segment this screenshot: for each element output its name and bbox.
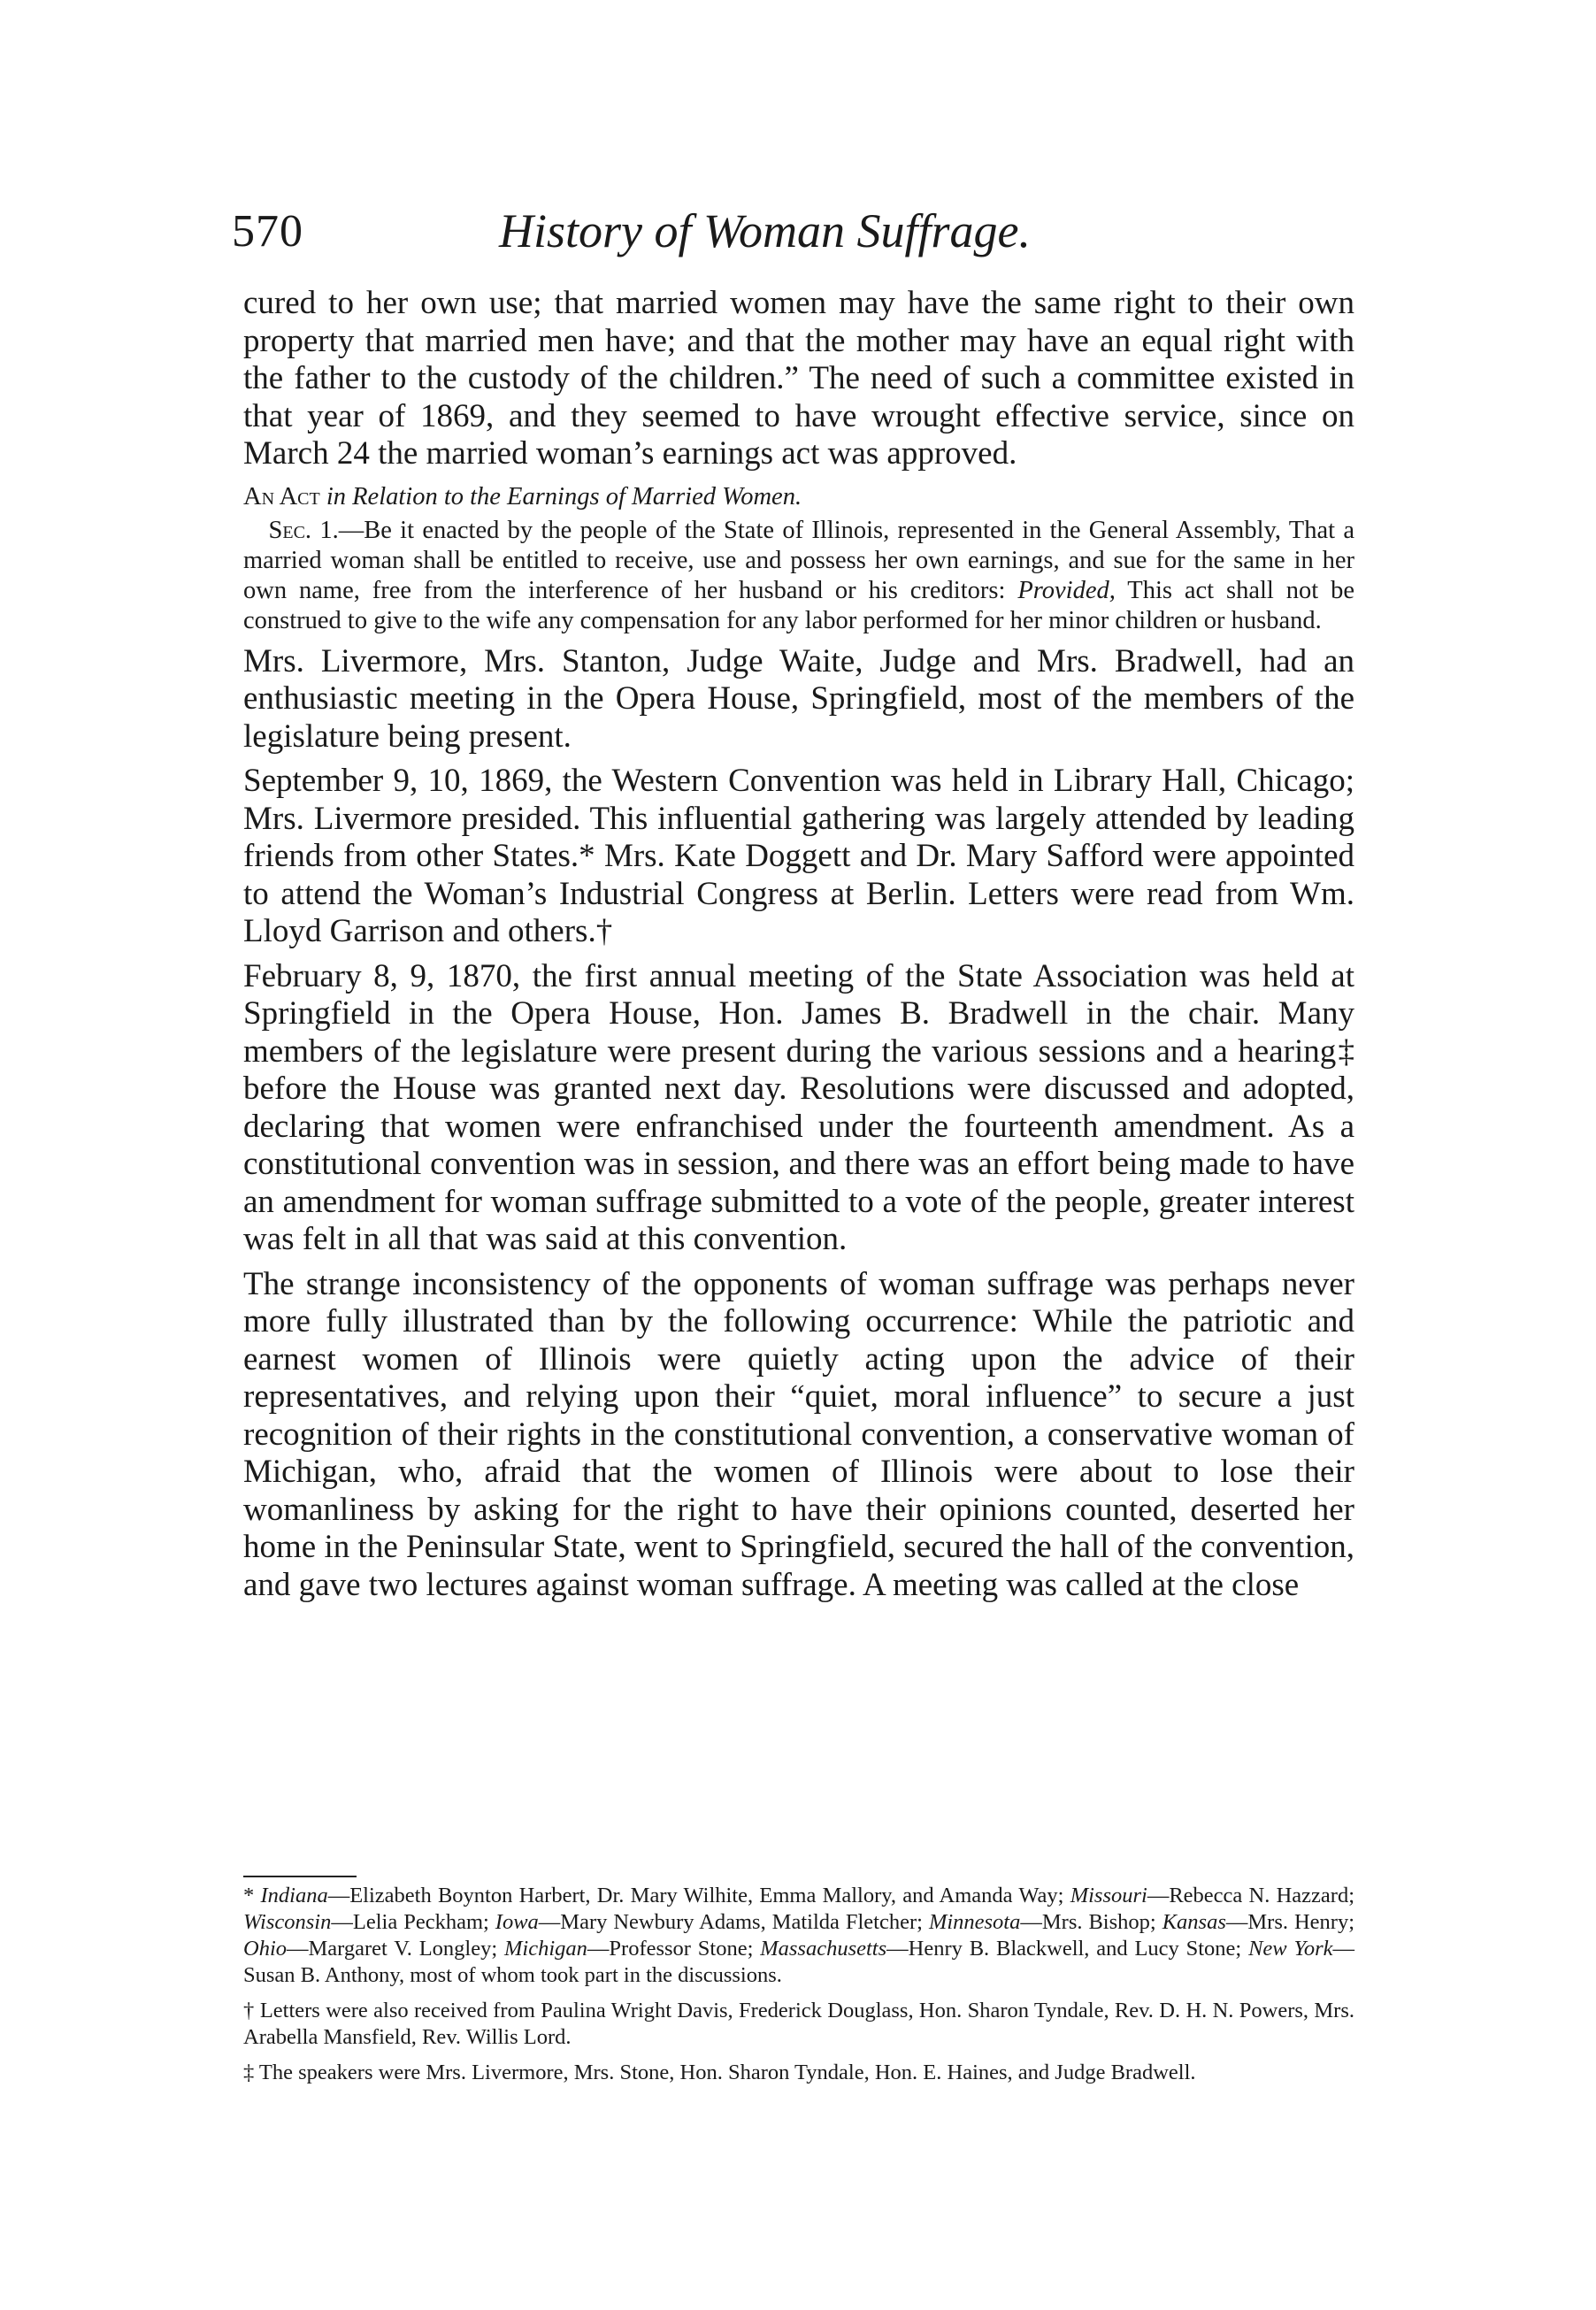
footnote-state-name: Wisconsin: [243, 1910, 332, 1934]
paragraph-continued: cured to her own use; that married women may have the same right to their own property that married men have; and that the mother may have an equal right with the father to the custody of the children.” The need of such a committee existed in that year of 1869, and they seemed to have wrought effective service, since on March 24 the married woman’s earnings act was approved.: [243, 285, 1354, 472]
footnote-mark: *: [243, 1884, 261, 1907]
footnote-state-name: New York: [1248, 1937, 1333, 1961]
paragraph-annual-meeting: February 8, 9, 1870, the first annual meeting of the State Association was held at Springfield in the Opera House, Hon. James B. Bradwell in the chair. Many members of the legislature were present during the various sessions and a hearing‡ before the House was granted next day. Resolutions were discussed and adopted, declaring that women were enfranchised under the fourteenth amendment. As a constitutional convention was in session, and there was an effort being made to have an amendment for woman suffrage submitted to a vote of the people, greater interest was felt in all that was said at this convention.: [243, 957, 1354, 1257]
footnote-state-name: Missouri: [1070, 1884, 1147, 1907]
act-title-caps: An Act: [243, 482, 320, 510]
page-number: 570: [232, 206, 303, 257]
main-text: [243, 285, 1354, 1604]
act-proviso: Provided,: [1017, 576, 1116, 604]
paragraph-inconsistency: The strange inconsistency of the opponents of woman suffrage was perhaps never more fully illustrated than by the following occurrence: While the patriotic and earnest women of Illinois were quietly acting upon the advice of their representatives, and relying upon their “quiet, moral influence” to secure a just recognition of their rights in the constitutional convention, a conservative woman of Michigan, who, afraid that the women of Illinois were about to lose their womanliness by asking for the right to have their opinions counted, deserted her home in the Peninsular State, went to Springfield, secured the hall of the convention, and gave two lectures against woman suffrage. A meeting was called at the close: [243, 1265, 1354, 1603]
footnote-state-name: Kansas: [1162, 1910, 1226, 1934]
footnote-rule: [243, 1876, 357, 1877]
footnote-state-delegates: —Elizabeth Boynton Harbert, Dr. Mary Wilhite, Emma Mallory, and Amanda Way;: [327, 1884, 1070, 1907]
footnote-speakers: ‡ The speakers were Mrs. Livermore, Mrs. Stone, Hon. Sharon Tyndale, Hon. E. Haines, and Judge Bradwell.: [243, 2061, 1196, 2084]
act-section: [243, 516, 1354, 636]
footnote-state-delegates: —Mrs. Henry;: [1225, 1910, 1354, 1934]
footnote-state-delegates: —Lelia Peckham;: [331, 1910, 495, 1934]
footnotes: [243, 1883, 1354, 2086]
footnote-states: [243, 1883, 1354, 1989]
act-section-text-1: —Be it enacted by the people of the State of Illinois, represented in the General Assembly, That a married woman shall be entitled to receive, use and possess her own earnings, and sue for the same in her own name, free from the interference of her husband or his creditors:: [243, 516, 1354, 604]
footnote-state-name: Massachusetts: [760, 1937, 887, 1961]
footnote-letters: † Letters were also received from Paulina Wright Davis, Frederick Douglass, Hon. Sharon Tyndale, Rev. D. H. N. Powers, Mrs. Arabella Mansfield, Rev. Willis Lord.: [243, 1999, 1354, 2049]
footnote-state-name: Ohio: [243, 1937, 287, 1961]
paragraph-meeting: Mrs. Livermore, Mrs. Stanton, Judge Waite, Judge and Mrs. Bradwell, had an enthusiastic meeting in the Opera House, Springfield, most of the members of the legislature being present.: [243, 642, 1354, 755]
act-title-rest: in Relation to the Earnings of Married Women.: [326, 482, 802, 510]
footnote-state-delegates: —Mrs. Bishop;: [1020, 1910, 1162, 1934]
act-section-number: Sec. 1.: [268, 516, 339, 544]
running-title: History of Woman Suffrage.: [499, 204, 1032, 257]
footnote-state-delegates: —Henry B. Blackwell, and Lucy Stone;: [886, 1937, 1249, 1961]
footnote-state-name: Iowa: [495, 1910, 539, 1934]
footnote-state-name: Indiana: [260, 1884, 328, 1907]
paragraph-western-convention: September 9, 10, 1869, the Western Convention was held in Library Hall, Chicago; Mrs. Livermore presided. This influential gathering was largely attended by leading friends from other States.* Mrs. Kate Doggett and Dr. Mary Safford were appointed to attend the Woman’s Industrial Congress at Berlin. Letters were read from Wm. Lloyd Garrison and others.†: [243, 763, 1354, 949]
footnote-state-delegates: —Professor Stone;: [587, 1937, 761, 1961]
footnote-state-delegates: —Margaret V. Longley;: [287, 1937, 504, 1961]
footnote-state-name: Michigan: [504, 1937, 587, 1961]
footnote-state-delegates: —Rebecca N. Hazzard;: [1147, 1884, 1355, 1907]
footnote-state-delegates: —Susan B. Anthony, most of whom took part in the discussions.: [243, 1937, 1354, 1987]
page-header: [232, 196, 1355, 267]
footnote-state-delegates: —Mary Newbury Adams, Matilda Fletcher;: [538, 1910, 929, 1934]
act-section-text-2: This act shall not be construed to give to the wife any compensation for any labor performed for her minor children or husband.: [243, 576, 1355, 634]
footnote-state-name: Minnesota: [928, 1910, 1021, 1934]
act-title: [243, 482, 1354, 512]
